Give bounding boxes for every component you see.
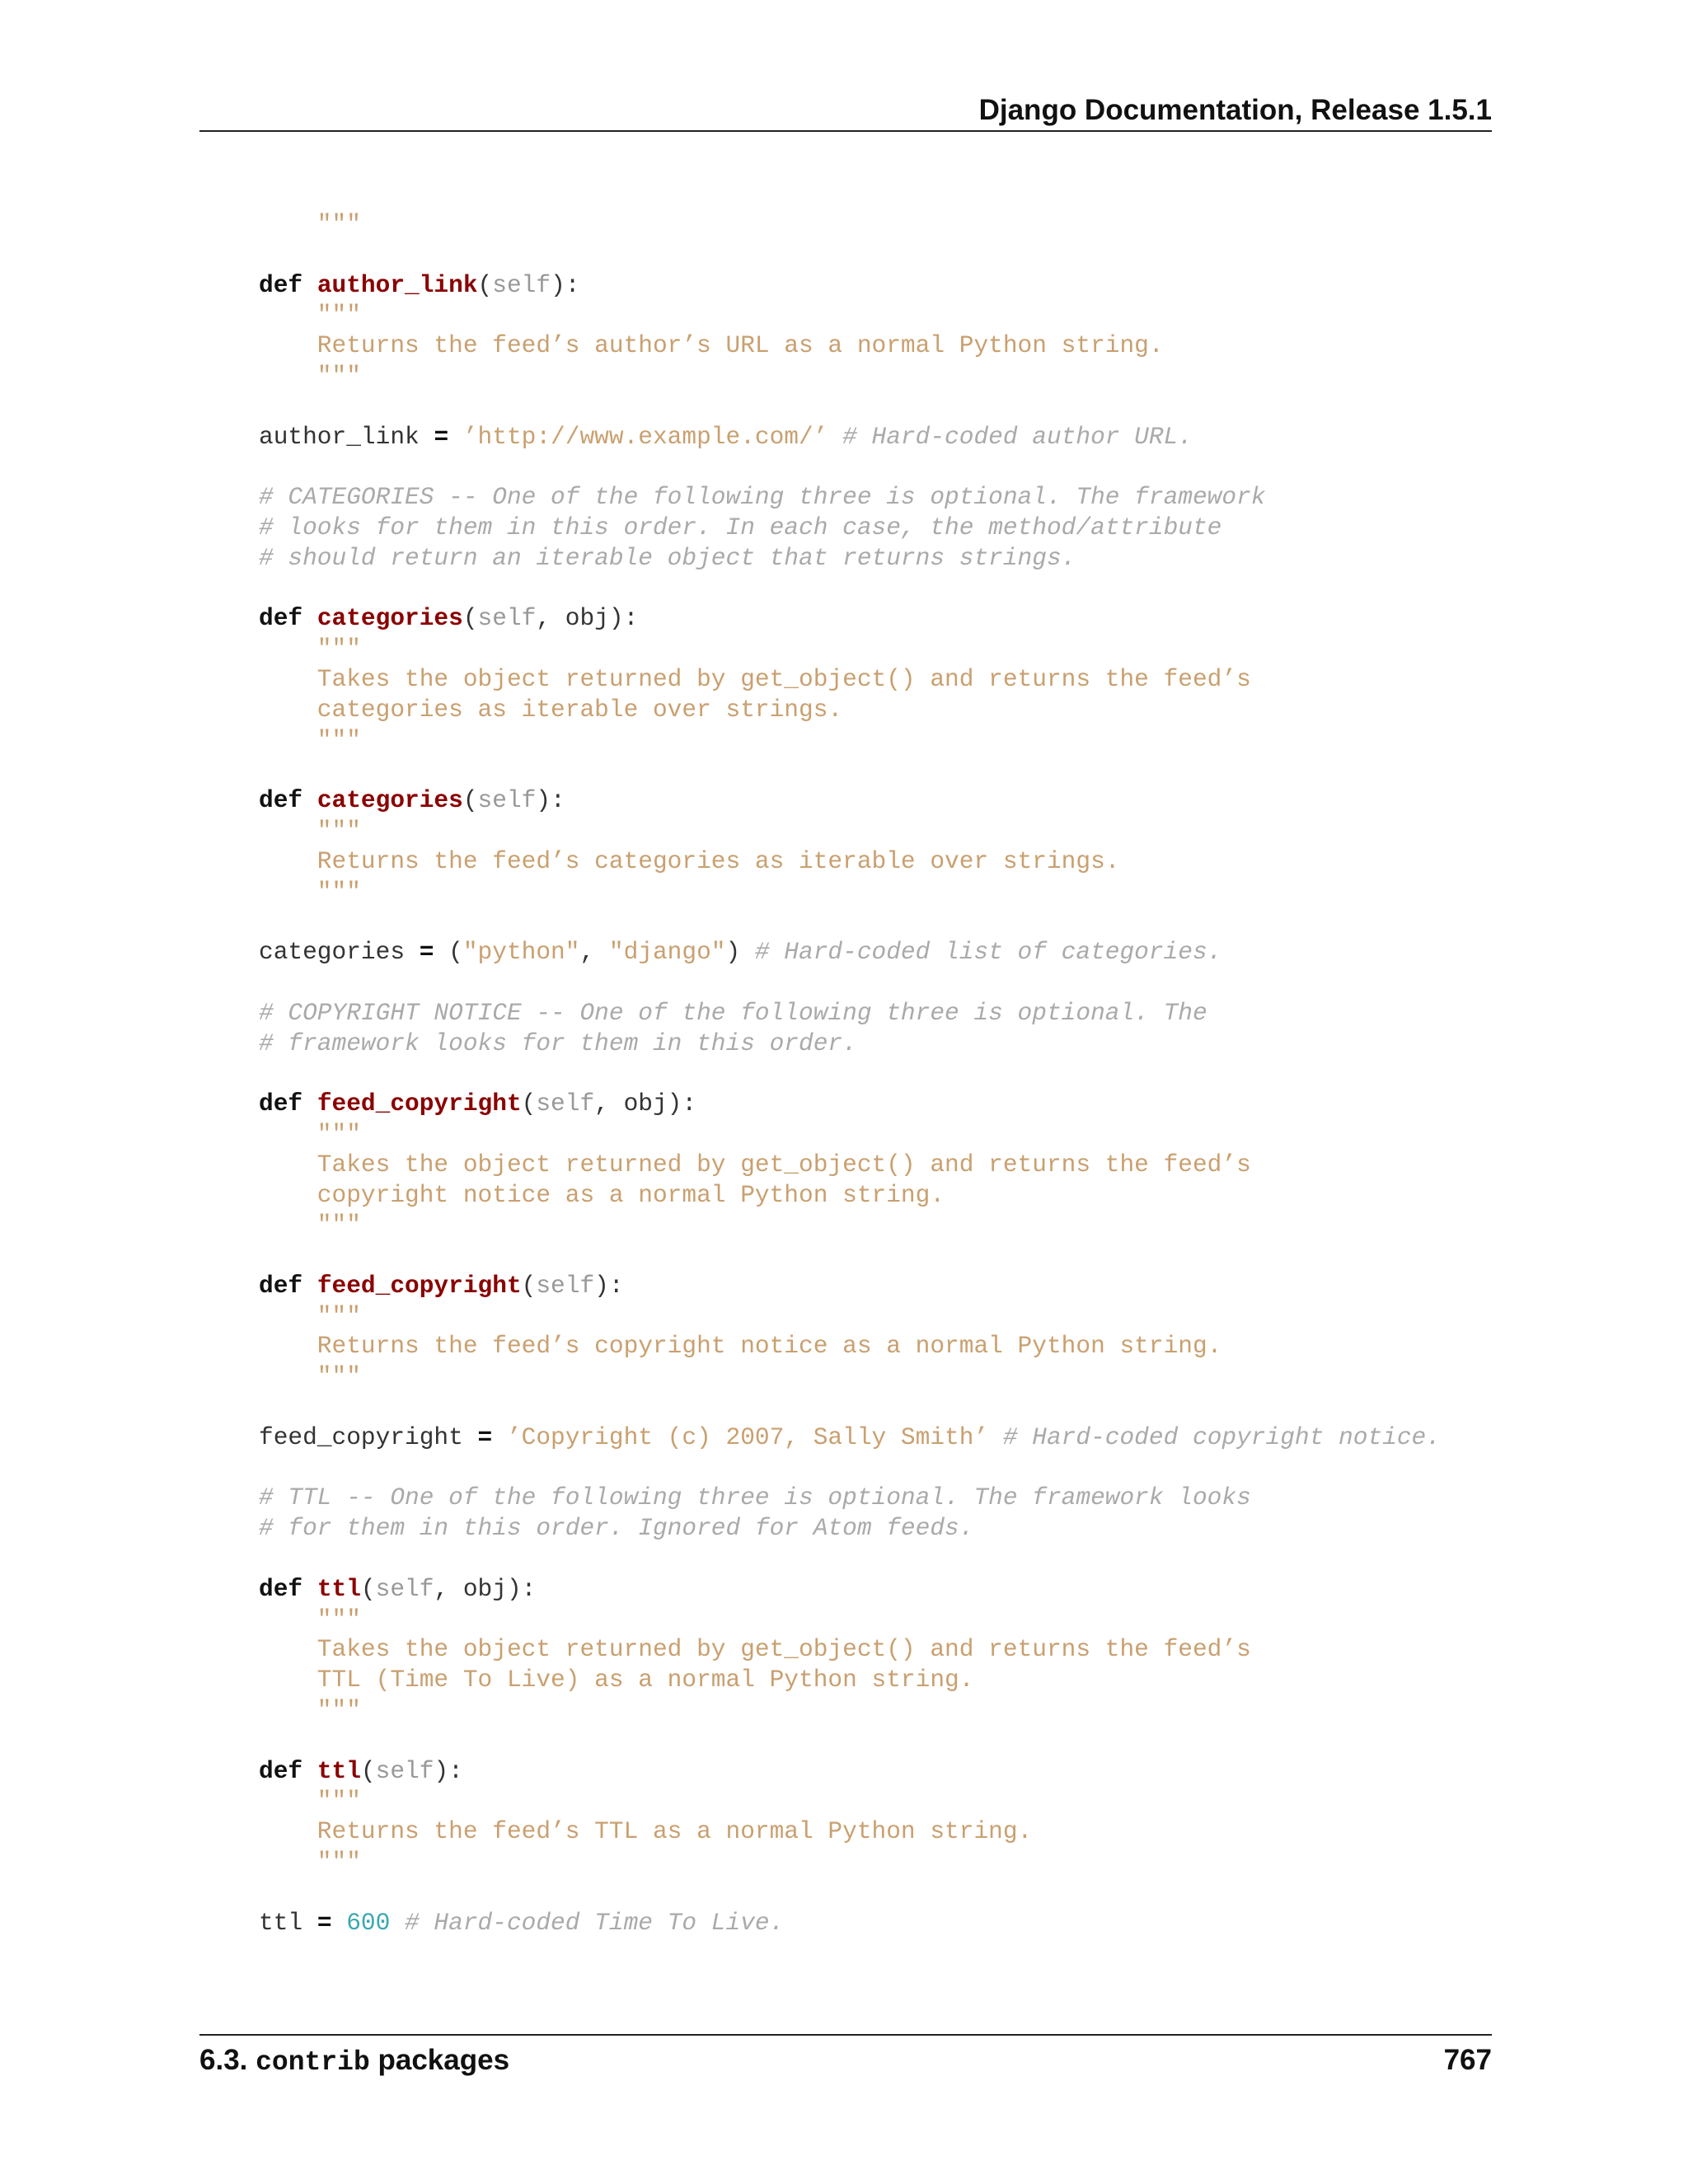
string-literal: "python" — [462, 938, 580, 967]
docstring: Takes the object returned by get_object() and returns the feed’s — [259, 1150, 1251, 1179]
code-line — [259, 1847, 1441, 1877]
code-line — [259, 937, 1441, 968]
docstring: Returns the feed’s categories as iterable over strings. — [259, 846, 1120, 875]
code-text: ( — [521, 1090, 537, 1118]
code-line — [259, 1634, 1441, 1665]
code-line — [259, 1786, 1441, 1816]
self-param: self — [375, 1574, 434, 1603]
code-line — [259, 513, 1441, 543]
code-line — [259, 1119, 1441, 1150]
code-line — [259, 1908, 1441, 1938]
operator: = — [419, 938, 434, 967]
function-name: feed_copyright — [316, 1271, 522, 1300]
code-text: author_link — [259, 422, 434, 451]
comment: # Hard-coded Time To Live. — [405, 1908, 785, 1937]
docstring: TTL (Time To Live) as a normal Python string. — [259, 1666, 974, 1694]
code-line — [259, 1029, 1441, 1059]
keyword: def — [259, 1090, 317, 1118]
code-text: feed_copyright — [259, 1422, 478, 1451]
docstring: categories as iterable over strings. — [259, 695, 843, 724]
code-line — [259, 1453, 1441, 1483]
page-header — [199, 89, 1492, 132]
self-param: self — [477, 604, 537, 633]
comment: # Hard-coded author URL. — [842, 422, 1193, 451]
function-name: ttl — [316, 1756, 361, 1785]
code-text: categories — [259, 938, 420, 967]
docstring: """ — [259, 816, 361, 845]
comment: # Hard-coded list of categories. — [754, 938, 1222, 967]
docstring: Returns the feed’s author’s URL as a normal Python string. — [259, 331, 1164, 360]
code-text: ( — [434, 938, 463, 967]
code-line — [259, 1605, 1441, 1635]
self-param: self — [375, 1756, 434, 1785]
docstring: """ — [259, 1605, 361, 1633]
self-param: self — [477, 786, 537, 815]
function-name: ttl — [316, 1574, 361, 1603]
docstring: """ — [259, 1362, 361, 1391]
footer-section-number: 6.3. — [199, 2044, 248, 2076]
function-name: categories — [316, 786, 463, 815]
page-footer — [199, 2034, 1492, 2085]
code-line — [259, 725, 1441, 756]
docstring: Returns the feed’s TTL as a normal Python string. — [259, 1817, 1033, 1846]
code-line — [259, 755, 1441, 785]
code-line — [259, 695, 1441, 725]
docstring: Takes the object returned by get_object() and returns the feed’s — [259, 664, 1251, 693]
code-line — [259, 361, 1441, 391]
code-line — [259, 1150, 1441, 1180]
self-param: self — [492, 270, 551, 299]
code-text: ( — [462, 604, 478, 633]
code-text: , — [579, 938, 609, 967]
code-line — [259, 391, 1441, 422]
comment: # for them in this order. Ignored for Atom feeds. — [259, 1514, 974, 1543]
code-text: , obj): — [434, 1574, 537, 1603]
docstring: """ — [259, 1848, 361, 1877]
code-line — [259, 998, 1441, 1029]
code-line — [259, 1483, 1441, 1513]
code-line — [259, 816, 1441, 846]
code-line — [259, 1089, 1441, 1119]
code-text: , obj): — [536, 604, 639, 633]
code-line — [259, 240, 1441, 270]
code-line — [259, 1392, 1441, 1422]
code-line — [259, 543, 1441, 574]
comment: # framework looks for them in this order. — [259, 1029, 857, 1057]
code-block — [259, 209, 1441, 1938]
code-text: ( — [462, 786, 478, 815]
code-line — [259, 1544, 1441, 1574]
code-line — [259, 1301, 1441, 1332]
operator: = — [316, 1908, 332, 1937]
comment: # should return an iterable object that returns strings. — [259, 543, 1076, 572]
code-text: ): — [594, 1271, 624, 1300]
code-line — [259, 1271, 1441, 1301]
code-line — [259, 968, 1441, 998]
running-title: Django Documentation, Release 1.5.1 — [978, 94, 1492, 126]
docstring: """ — [259, 1119, 361, 1148]
code-line — [259, 1180, 1441, 1211]
code-line — [259, 1695, 1441, 1726]
code-text: ): — [434, 1756, 463, 1785]
code-line — [259, 1726, 1441, 1756]
docstring: """ — [259, 361, 361, 390]
footer-section-code: contrib — [256, 2047, 370, 2078]
code-line — [259, 907, 1441, 937]
page-number: 767 — [1443, 2044, 1492, 2076]
code-text — [332, 1909, 347, 1937]
code-line — [259, 270, 1441, 301]
comment: # looks for them in this order. In each case, the method/attribute — [259, 513, 1222, 541]
code-line — [259, 300, 1441, 330]
string-literal: "django" — [608, 938, 726, 967]
code-text — [492, 1423, 507, 1451]
keyword: def — [259, 786, 317, 815]
code-line — [259, 1210, 1441, 1240]
code-line — [259, 877, 1441, 907]
code-line — [259, 1422, 1441, 1453]
code-line — [259, 330, 1441, 361]
self-param: self — [536, 1090, 595, 1118]
docstring: """ — [259, 1696, 361, 1725]
code-line — [259, 1240, 1441, 1271]
docstring: """ — [259, 1211, 361, 1240]
docstring: copyright notice as a normal Python string. — [259, 1180, 945, 1209]
footer-section-text: packages — [377, 2044, 510, 2076]
code-text: ): — [551, 270, 580, 299]
code-line — [259, 634, 1441, 664]
code-text — [448, 423, 463, 451]
docstring: Takes the object returned by get_object() and returns the feed’s — [259, 1635, 1251, 1664]
comment: # Hard-coded copyright notice. — [1002, 1422, 1441, 1451]
code-line — [259, 785, 1441, 816]
docstring: """ — [259, 877, 361, 906]
string-literal: ’http://www.example.com/’ — [462, 422, 828, 451]
self-param: self — [536, 1271, 595, 1300]
comment: # TTL -- One of the following three is optional. The framework looks — [259, 1483, 1251, 1512]
function-name: author_link — [316, 270, 478, 299]
number-literal: 600 — [346, 1908, 391, 1937]
keyword: def — [259, 1271, 317, 1300]
comment: # COPYRIGHT NOTICE -- One of the following three is optional. The — [259, 998, 1207, 1027]
code-text — [828, 423, 842, 451]
code-line — [259, 1513, 1441, 1544]
docstring: """ — [259, 635, 361, 663]
code-line — [259, 452, 1441, 482]
code-line — [259, 1058, 1441, 1089]
docstring: Returns the feed’s copyright notice as a normal Python string. — [259, 1332, 1222, 1361]
docstring: """ — [259, 725, 361, 754]
keyword: def — [259, 604, 317, 633]
function-name: feed_copyright — [316, 1090, 522, 1118]
code-line — [259, 482, 1441, 513]
code-text — [988, 1423, 1003, 1451]
code-text: ( — [521, 1271, 537, 1300]
code-line — [259, 1361, 1441, 1392]
code-line — [259, 846, 1441, 877]
code-line — [259, 574, 1441, 604]
docstring: """ — [259, 1301, 361, 1330]
code-line — [259, 209, 1441, 240]
code-text: ): — [536, 786, 565, 815]
comment: # CATEGORIES -- One of the following three is optional. The framework — [259, 483, 1266, 512]
code-text: ( — [477, 270, 493, 299]
string-literal: ’Copyright (c) 2007, Sally Smith’ — [506, 1422, 989, 1451]
code-line — [259, 1574, 1441, 1605]
docstring: """ — [259, 210, 361, 238]
code-line — [259, 1877, 1441, 1908]
keyword: def — [259, 270, 317, 299]
operator: = — [477, 1422, 493, 1451]
code-line — [259, 1816, 1441, 1847]
docstring: """ — [259, 301, 361, 330]
code-line — [259, 603, 1441, 634]
docstring: """ — [259, 1787, 361, 1816]
code-line — [259, 422, 1441, 452]
code-text: ttl — [259, 1908, 317, 1937]
function-name: categories — [316, 604, 463, 633]
operator: = — [434, 422, 449, 451]
footer-section — [199, 2044, 509, 2078]
code-text: , obj): — [594, 1090, 697, 1118]
code-line — [259, 1331, 1441, 1361]
keyword: def — [259, 1756, 317, 1785]
code-text — [390, 1909, 405, 1937]
code-text: ) — [725, 938, 755, 967]
code-line — [259, 664, 1441, 695]
code-text: ( — [360, 1574, 376, 1603]
code-line — [259, 1756, 1441, 1787]
keyword: def — [259, 1574, 317, 1603]
code-text: ( — [360, 1756, 376, 1785]
code-line — [259, 1665, 1441, 1695]
